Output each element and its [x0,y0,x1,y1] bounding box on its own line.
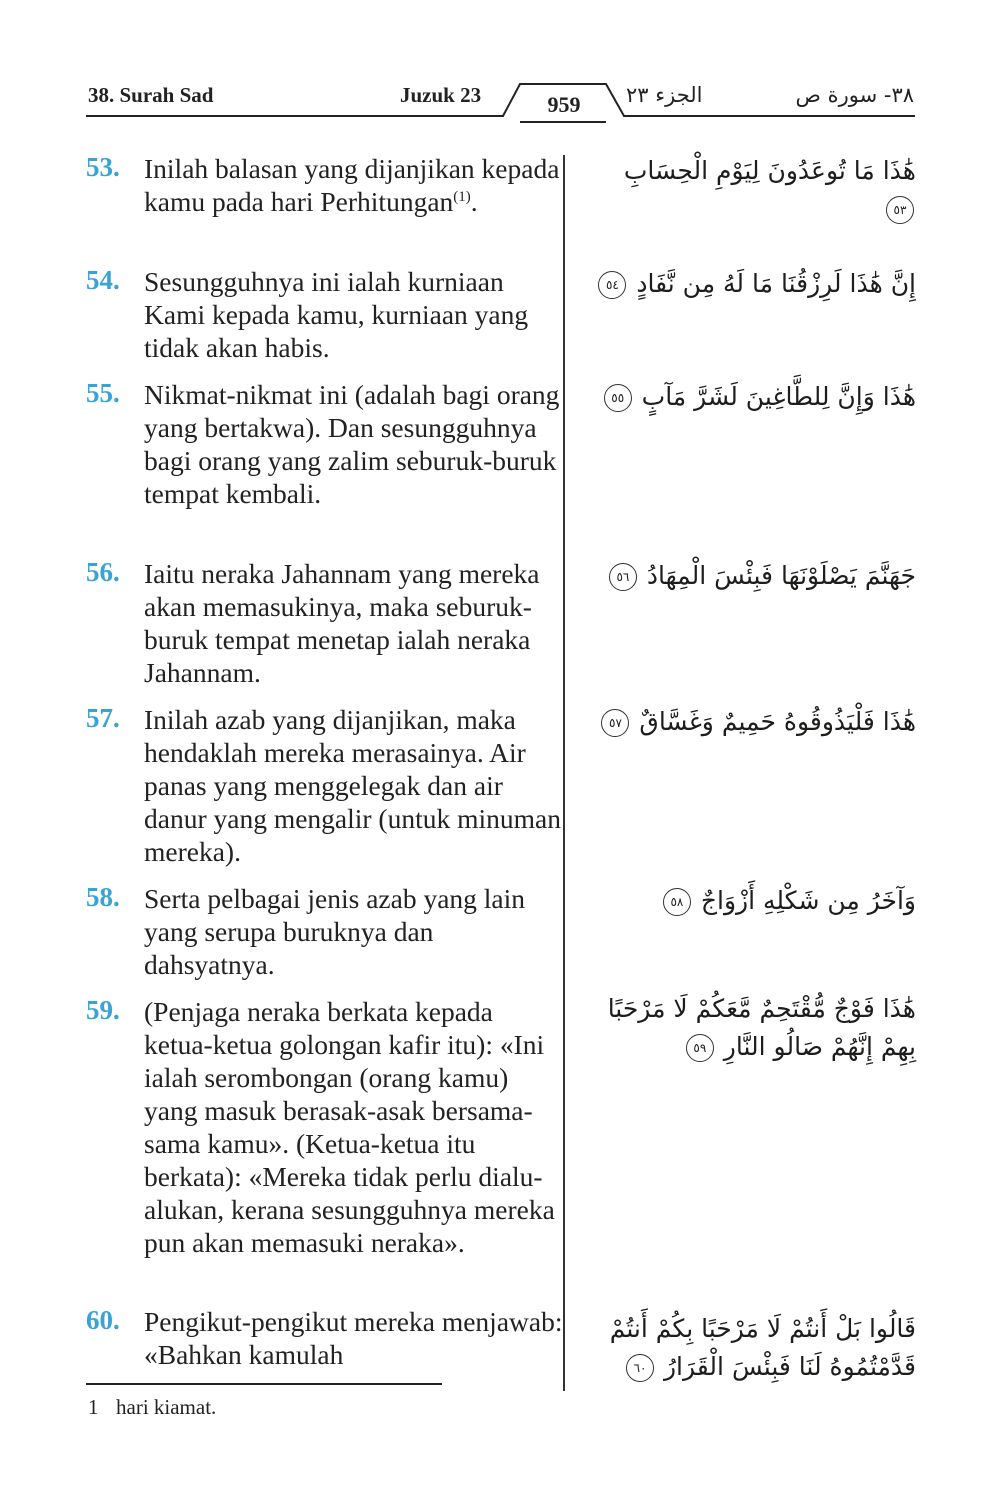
header-juz-label: Juzuk 23 [400,83,482,107]
header-surah-title: 38. Surah Sad [88,83,214,107]
verse-translation: Serta pelbagai jenis azab yang lain yang serupa buruknya dan dahsyatnya. [144,883,526,980]
verse-number: 59. [86,995,120,1025]
verse-number: 56. [86,557,120,587]
header-surah-arabic: ٣٨- سورة ص [795,83,914,107]
arabic-verse-59: هَٰذَا فَوْجٌ مُّقْتَحِمٌ مَّعَكُمْ لَا مَرْحَبًا بِهِمْ إِنَّهُمْ صَالُو النَّارِ ٥٩ [607,994,916,1061]
footnote-ref: (1) [453,188,471,205]
footnote [88,1395,216,1420]
ayah-marker: ٥٣ [886,196,914,224]
page-number: 959 [547,92,581,117]
verse-translation: Sesungguhnya ini ialah kurniaan Kami kepada kamu, kurniaan yang tidak akan habis. [144,266,529,363]
arabic-verse-54: إِنَّ هَٰذَا لَرِزْقُنَا مَا لَهُ مِن نَّفَادٍ ٥٤ [586,265,916,303]
footnote-text: hari kiamat. [116,1395,217,1419]
ayah-marker: ٥٤ [598,271,626,299]
ayah-marker: ٥٥ [604,384,632,412]
verse-translation: Nikmat-nikmat ini (adalah bagi orang yang bertakwa). Dan sesungguhnya bagi orang yang zalim seburuk-buruk tempat kembali. [144,379,560,509]
verse-translation: Iaitu neraka Jahannam yang mereka akan memasukinya, maka seburuk-buruk tempat menetap ialah neraka Jahannam. [144,558,540,688]
verse-number: 58. [86,882,120,912]
header-rule [0,0,1000,130]
verse-number: 57. [86,703,120,733]
arabic-verse-58: وَآخَرُ مِن شَكْلِهِ أَزْوَاجٌ ٥٨ [586,882,916,920]
ayah-marker: ٥٨ [663,888,691,916]
arabic-verse-55: هَٰذَا وَإِنَّ لِلطَّاغِينَ لَشَرَّ مَآبٍ ٥٥ [586,378,916,416]
header-juz-arabic: الجزء ٢٣ [626,83,703,107]
ayah-marker: ٥٧ [601,709,629,737]
verse-number: 54. [86,265,120,295]
arabic-verse-57: هَٰذَا فَلْيَذُوقُوهُ حَمِيمٌ وَغَسَّاقٌ ٥٧ [586,703,916,741]
footnote-number: 1 [88,1395,99,1419]
verse-translation: Pengikut-pengikut mereka menjawab: «Bahkan kamulah [144,1306,563,1370]
verse-number: 53. [86,152,120,182]
verse-translation: Inilah azab yang dijanjikan, maka hendaklah mereka merasainya. Air panas yang menggelegak dan air danur yang mengalir (untuk minuman mereka). [144,704,561,867]
footnote-rule [86,1383,442,1385]
arabic-verse-60: قَالُوا بَلْ أَنتُمْ لَا مَرْحَبًا بِكُمْ أَنتُمْ قَدَّمْتُمُوهُ لَنَا فَبِئْسَ الْقَرَارُ ٦٠ [609,1314,916,1381]
ayah-marker: ٥٦ [609,563,637,591]
ayah-marker: ٥٩ [686,1034,714,1062]
ayah-marker: ٦٠ [626,1354,654,1382]
verse-translation: (Penjaga neraka berkata kepada ketua-ketua golongan kafir itu): «Ini ialah serombongan (orang kamu) yang masuk berasak-asak bersama-sama kamu». (Ketua-ketua itu berkata): «Mereka tidak perlu dialu-alukan, kerana sesungguhnya mereka pun akan memasuki neraka». [144,996,555,1258]
verse-number: 55. [86,378,120,408]
verse-number: 60. [86,1305,120,1335]
arabic-verse-53: هَٰذَا مَا تُوعَدُونَ لِيَوْمِ الْحِسَابِ ٥٣ [586,152,916,228]
arabic-verse-56: جَهَنَّمَ يَصْلَوْنَهَا فَبِئْسَ الْمِهَادُ ٥٦ [586,557,916,595]
verse-translation: Inilah balasan yang dijanjikan kepada kamu pada hari Perhitungan$^{(1)}$. [144,153,560,217]
